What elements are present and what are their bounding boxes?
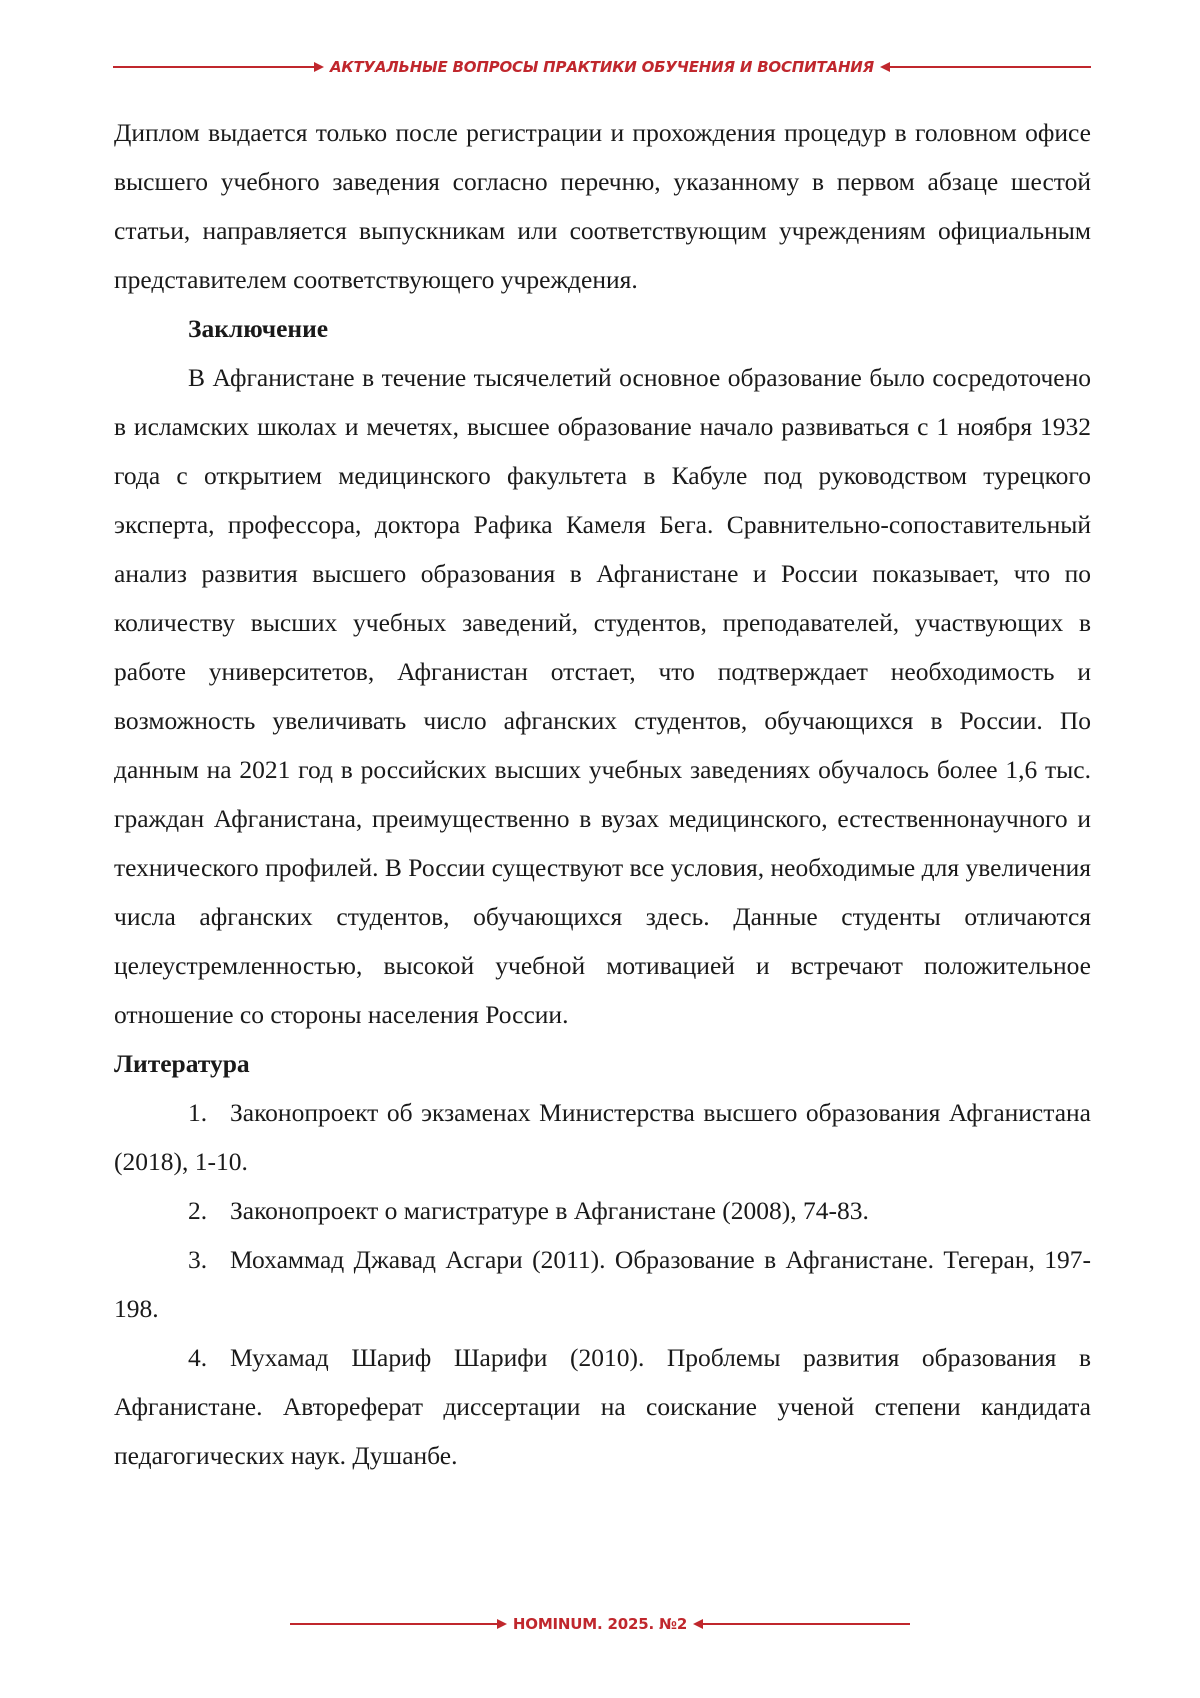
reference-item	[114, 1186, 1091, 1235]
reference-item	[114, 1088, 1091, 1186]
running-footer	[290, 1615, 910, 1633]
header-rule-left	[113, 66, 314, 68]
footer-rule-left	[290, 1623, 497, 1625]
reference-item	[114, 1333, 1091, 1480]
reference-item	[114, 1235, 1091, 1333]
reference-number: 1.	[188, 1098, 208, 1127]
footer-rule-right	[703, 1623, 910, 1625]
references-list	[114, 1088, 1091, 1480]
footer-arrow-right-icon	[497, 1619, 507, 1629]
conclusion-heading: Заключение	[188, 314, 329, 343]
header-rule-right	[890, 66, 1091, 68]
reference-text: Законопроект об экзаменах Министерства высшего образования Афганистана (2018), 1-10.	[114, 1098, 1091, 1176]
reference-text: Мухамад Шариф Шарифи (2010). Проблемы развития образования в Афганистане. Автореферат диссертации на соискание ученой степени кандидата педагогических наук. Душанбе.	[114, 1343, 1091, 1470]
reference-number: 4.	[188, 1343, 208, 1372]
intro-paragraph: Диплом выдается только после регистрации и прохождения процедур в головном офисе высшего учебного заведения согласно перечню, указанному в первом абзаце шестой статьи, направляется выпускникам или соответствующим учреждениям официальным представителем соответствующего учреждения.	[114, 118, 1091, 294]
article-body	[114, 108, 1091, 1480]
header-arrow-left-icon	[880, 62, 890, 72]
conclusion-paragraph: В Афганистане в течение тысячелетий основное образование было сосредоточено в исламских школах и мечетях, высшее образование начало развиваться с 1 ноября 1932 года с открытием медицинского факультета в Кабуле под руководством турецкого эксперта, профессора, доктора Рафика Камеля Бега. Сравнительно-сопоставительный анализ развития высшего образования в Афганистане и России показывает, что по количеству высших учебных заведений, студентов, преподавателей, участвующих в работе университетов, Афганистан отстает, что подтверждает необходимость и возможность увеличивать число афганских студентов, обучающихся в России. По данным на 2021 год в российских высших учебных заведениях обучалось более 1,6 тыс. граждан Афганистана, преимущественно в вузах медицинского, естественнонаучного и технического профилей. В России существуют все условия, необходимые для увеличения числа афганских студентов, обучающихся здесь. Данные студенты отличаются целеустремленностью, высокой учебной мотивацией и встречают положительное отношение со стороны населения России.	[114, 363, 1091, 1029]
running-header	[113, 58, 1091, 76]
reference-text: Законопроект о магистратуре в Афганистане (2008), 74-83.	[230, 1196, 869, 1225]
reference-text: Мохаммад Джавад Асгари (2011). Образование в Афганистане. Тегеран, 197-198.	[114, 1245, 1091, 1323]
journal-section-title: АКТУАЛЬНЫЕ ВОПРОСЫ ПРАКТИКИ ОБУЧЕНИЯ И ВОСПИТАНИЯ	[330, 58, 874, 76]
footer-arrow-left-icon	[693, 1619, 703, 1629]
header-arrow-right-icon	[314, 62, 324, 72]
issue-label: HOMINUM. 2025. №2	[512, 1615, 688, 1633]
references-heading: Литература	[114, 1049, 250, 1078]
reference-number: 2.	[188, 1196, 208, 1225]
reference-number: 3.	[188, 1245, 208, 1274]
